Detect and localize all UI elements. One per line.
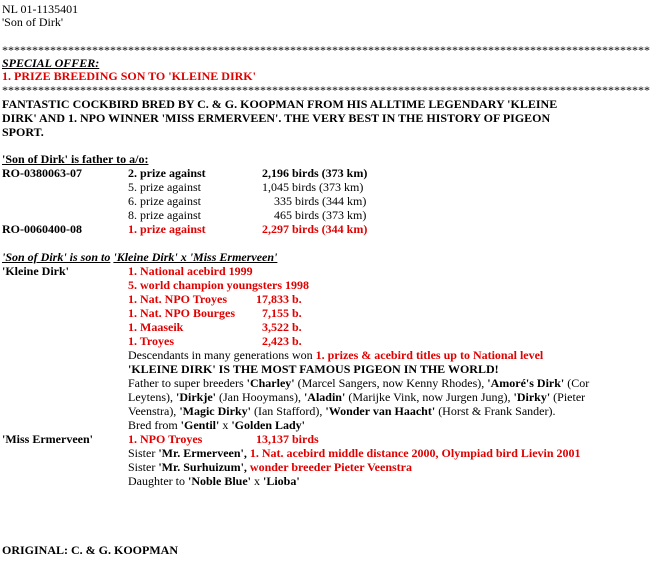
- father-result: 5. world champion youngsters 1998: [128, 278, 310, 292]
- text: Sister: [128, 460, 156, 474]
- father-result: 1. National acebird 1999: [128, 264, 253, 278]
- offspring-ring: RO-0380063-07: [2, 166, 82, 180]
- ring-number: NL 01-1135401: [2, 2, 79, 16]
- father-to-line-3: [128, 404, 556, 418]
- pigeon-name: 'Noble Blue': [187, 474, 251, 488]
- pigeon-name: 'Magic Dirky': [179, 404, 251, 418]
- mother-name: 'Miss Ermerveen': [2, 432, 93, 446]
- pigeon-name: 'Golden Lady': [231, 418, 306, 432]
- pigeon-name: 'Gentil': [180, 418, 220, 432]
- offspring-prize: 1. prize against: [128, 222, 206, 236]
- pedigree-line: [2, 250, 277, 264]
- pigeon-name: 'Lioba': [263, 474, 300, 488]
- offspring-birds: 335 birds (344 km): [274, 194, 367, 208]
- sister-line-2: [128, 460, 412, 474]
- text: Daughter to: [128, 474, 185, 488]
- bred-from-line: [128, 418, 305, 432]
- footer-original: ORIGINAL: C. & G. KOOPMAN: [2, 543, 178, 557]
- divider-stars-top: ************************************************************************************************************: [2, 43, 650, 57]
- divider-stars-bottom: ************************************************************************************************************: [2, 83, 650, 97]
- mother-result-value: 13,137 birds: [256, 432, 319, 446]
- offspring-birds: 465 birds (373 km): [274, 208, 367, 222]
- pigeon-name: 'Mr. Surhuizum',: [158, 460, 247, 474]
- son-of-label: 'Son of Dirk' is son to: [2, 250, 111, 264]
- special-offer-title: 1. PRIZE BREEDING SON TO 'KLEINE DIRK': [2, 69, 256, 83]
- text: Leytens),: [128, 390, 173, 404]
- famous-line: 'KLEINE DIRK' IS THE MOST FAMOUS PIGEON IN THE WORLD!: [128, 362, 499, 376]
- intro-line-3: SPORT.: [2, 125, 44, 139]
- text: (Cor: [567, 376, 590, 390]
- mother-result: 1. NPO Troyes: [128, 432, 203, 446]
- sister-achievement: wonder breeder Pieter Veenstra: [249, 460, 413, 474]
- father-result-value: 2,423 b.: [262, 334, 302, 348]
- offspring-ring: RO-0060400-08: [2, 222, 82, 236]
- text: x: [254, 474, 260, 488]
- daughter-line: [128, 474, 300, 488]
- text: (Ian Stafford),: [253, 404, 323, 418]
- father-to-line-2: [128, 390, 585, 404]
- pigeon-name: 'Wonder van Haacht': [325, 404, 436, 418]
- text: Bred from: [128, 418, 178, 432]
- text: Sister: [128, 446, 156, 460]
- intro-line-1: FANTASTIC COCKBIRD BRED BY C. & G. KOOPMAN FROM HIS ALLTIME LEGENDARY 'KLEINE: [2, 97, 558, 111]
- pigeon-name: 'Dirky': [513, 390, 551, 404]
- offspring-prize: 5. prize against: [128, 180, 201, 194]
- pigeon-name: 'Mr. Ermerveen',: [158, 446, 247, 460]
- text: (Horst & Frank Sander).: [438, 404, 556, 418]
- parents-label: 'Kleine Dirk' x 'Miss Ermerveen': [113, 250, 278, 264]
- sister-achievement: 1. Nat. acebird middle distance 2000, Olympiad bird Lievin 2001: [249, 446, 581, 460]
- pigeon-name: 'Aladin': [303, 390, 346, 404]
- text: (Marijke Vink, now Jurgen Jung),: [348, 390, 511, 404]
- sister-line-1: [128, 446, 581, 460]
- text: Veenstra),: [128, 404, 177, 418]
- pigeon-name: 'Charley': [246, 376, 295, 390]
- descendants-text: Descendants in many generations won: [128, 348, 313, 362]
- pigeon-name: 'Amoré's Dirk': [487, 376, 565, 390]
- father-result-value: 7,155 b.: [262, 306, 302, 320]
- offspring-birds: 2,297 birds (344 km): [262, 222, 368, 236]
- text: (Pieter: [553, 390, 586, 404]
- father-result: 1. Maaseik: [128, 320, 184, 334]
- offspring-birds: 2,196 birds (373 km): [262, 166, 368, 180]
- offspring-prize: 8. prize against: [128, 208, 201, 222]
- father-result-value: 3,522 b.: [262, 320, 302, 334]
- father-result: 1. Troyes: [128, 334, 175, 348]
- descendants-highlight: 1. prizes & acebird titles up to National level: [315, 348, 544, 362]
- father-result: 1. Nat. NPO Bourges: [128, 306, 235, 320]
- text: Father to super breeders: [128, 376, 244, 390]
- father-name: 'Kleine Dirk': [2, 264, 69, 278]
- offspring-prize: 2. prize against: [128, 166, 206, 180]
- father-to-line-1: [128, 376, 589, 390]
- father-result: 1. Nat. NPO Troyes: [128, 292, 227, 306]
- pigeon-name: 'Son of Dirk': [2, 15, 63, 29]
- text: (Jan Hooymans),: [218, 390, 301, 404]
- special-offer-label: SPECIAL OFFER:: [2, 56, 100, 70]
- intro-line-2: DIRK' AND 1. NPO WINNER 'MISS ERMERVEEN'. THE VERY BEST IN THE HISTORY OF PIGEON: [2, 111, 551, 125]
- offspring-prize: 6. prize against: [128, 194, 201, 208]
- descendants-line: [128, 348, 543, 362]
- pigeon-name: 'Dirkje': [175, 390, 216, 404]
- offspring-birds: 1,045 birds (373 km): [262, 180, 364, 194]
- text: x: [222, 418, 229, 432]
- text: (Marcel Sangers, now Kenny Rhodes),: [297, 376, 485, 390]
- father-heading: 'Son of Dirk' is father to a/o:: [2, 152, 149, 166]
- father-result-value: 17,833 b.: [256, 292, 302, 306]
